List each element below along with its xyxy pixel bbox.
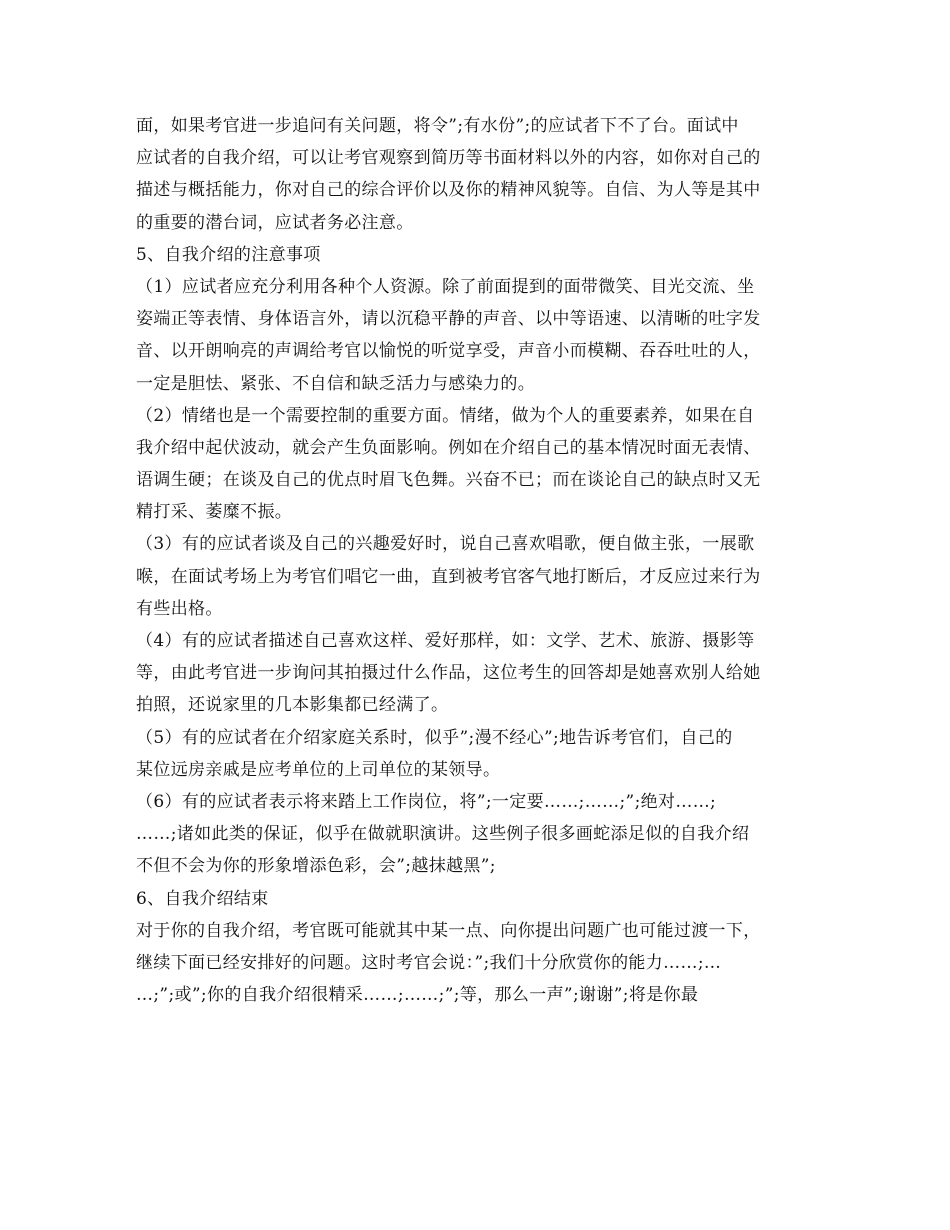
text-line: 的重要的潜台词，应试者务必注意。 [136, 212, 414, 233]
text-line: 姿端正等表情、身体语言外，请以沉稳平静的声音、以中等语速、以清晰的吐字发 [136, 309, 761, 330]
text-line: 某位远房亲戚是应考单位的上司单位的某领导。 [136, 759, 501, 780]
text-line: 语调生硬；在谈及自己的优点时眉飞色舞。兴奋不已；而在谈论自己的缺点时又无 [136, 470, 761, 491]
text-line: （5）有的应试者在介绍家庭关系时，似乎”;漫不经心”;地告诉考官们，自己的 [136, 727, 733, 748]
text-line: 有些出格。 [136, 598, 223, 619]
text-line: （6）有的应试者表示将来踏上工作岗位，将”;一定要……;……;”;绝对……; [136, 791, 717, 812]
text-line: （2）情绪也是一个需要控制的重要方面。情绪，做为个人的重要素养，如果在自 [136, 405, 755, 426]
section-heading: 5、自我介绍的注意事项 [136, 244, 321, 265]
text-line: 面，如果考官进一步追问有关问题，将令”;有水份”;的应试者下不了台。面试中 [136, 116, 739, 136]
text-line: 描述与概括能力，你对自己的综合评价以及你的精神风貌等。自信、为人等是其中 [136, 180, 761, 201]
text-line: 应试者的自我介绍，可以让考官观察到简历等书面材料以外的内容，如你对自己的 [136, 148, 761, 169]
text-line: ……;诸如此类的保证，似乎在做就职演讲。这些例子很多画蛇添足似的自我介绍 [136, 824, 750, 845]
text-line: 对于你的自我介绍，考官既可能就其中某一点、向你提出问题广也可能过渡一下， [136, 920, 761, 941]
text-line: 拍照，还说家里的几本影集都已经满了。 [136, 695, 449, 716]
document-body [136, 110, 826, 1011]
text-line: 喉，在面试考场上为考官们唱它一曲，直到被考官客气地打断后，才反应过来行为 [136, 566, 761, 587]
text-line: …;”;或”;你的自我介绍很精采……;……;”;等，那么一声”;谢谢”;将是你最 [136, 985, 699, 1006]
text-line: （1）应试者应充分利用各种个人资源。除了前面提到的面带微笑、目光交流、坐 [136, 276, 755, 297]
text-line: 一定是胆怯、紧张、不自信和缺乏活力与感染力的。 [136, 373, 536, 394]
text-line: 精打采、萎糜不振。 [136, 502, 293, 523]
text-line: 继续下面已经安排好的问题。这时考官会说：”;我们十分欣赏你的能力……;… [136, 952, 722, 973]
text-line: 不但不会为你的形象增添色彩，会”;越抹越黑”; [136, 856, 496, 877]
section-heading: 6、自我介绍结束 [136, 888, 269, 909]
text-line: 我介绍中起伏波动，就会产生负面影响。例如在介绍自己的基本情况时面无表情、 [136, 437, 761, 458]
text-line: （3）有的应试者谈及自己的兴趣爱好时，说自己喜欢唱歌，便自做主张，一展歌 [136, 534, 755, 555]
text-line: 音、以开朗响亮的声调给考官以愉悦的听觉享受，声音小而模糊、吞吞吐吐的人， [136, 341, 761, 362]
text-line: （4）有的应试者描述自己喜欢这样、爱好那样，如：文学、艺术、旅游、摄影等 [136, 631, 755, 651]
text-line: 等，由此考官进一步询问其拍摄过什么作品，这位考生的回答却是她喜欢别人给她 [136, 663, 761, 684]
